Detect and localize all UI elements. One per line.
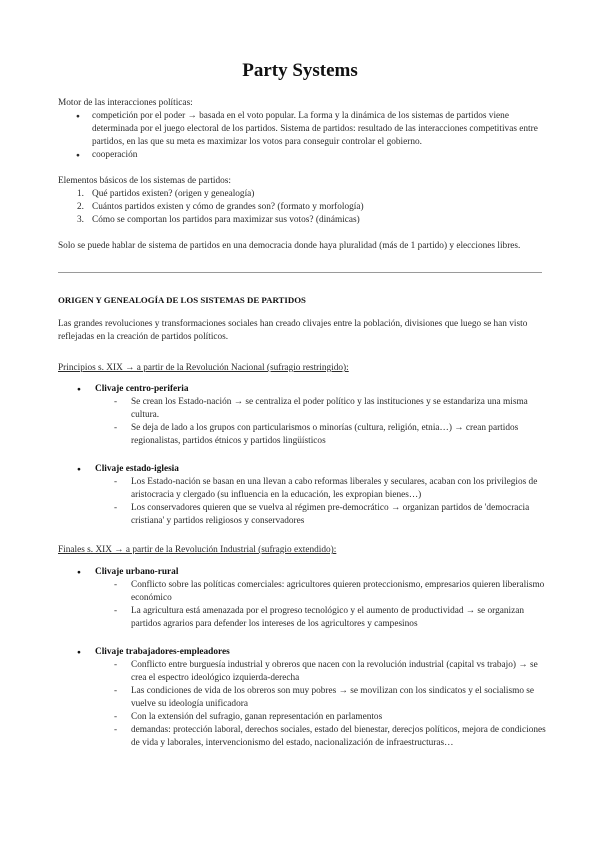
list-item: - Conflicto entre burguesía industrial y obreros que nacen con la revolución industrial (capital vs trabajo) → se crea el espectro ideológico izquierda-derecha	[58, 659, 548, 685]
elementos-numbered-list	[58, 188, 548, 227]
intro-block	[58, 97, 548, 162]
item-number: 3.	[77, 215, 84, 225]
horizontal-divider	[58, 272, 542, 273]
clivaje-title: ● Clivaje centro-periferia	[58, 383, 548, 396]
list-item	[58, 188, 548, 201]
period-label: Finales s. XIX → a partir de la Revolución Industrial (sufragio extendido):	[58, 545, 337, 555]
list-item	[58, 214, 548, 227]
clivaje-title: ● Clivaje urbano-rural	[58, 566, 548, 579]
section-intro: Las grandes revoluciones y transformaciones sociales han creado clivajes entre la población, divisiones que luego se han visto reflejadas en la creación de partidos políticos.	[58, 319, 528, 342]
item-number: 2.	[77, 202, 84, 212]
item-text: Cómo se comportan los partidos para maximizar sus votos? (dinámicas)	[92, 215, 360, 225]
page-title: Party Systems	[242, 60, 358, 81]
item-text: Qué partidos existen? (origen y genealogía)	[92, 189, 255, 199]
clivaje-block	[58, 463, 548, 528]
list-item: - Se deja de lado a los grupos con particularismos o minorías (cultura, religión, etnia…) → crean partidos regionalistas, partidos étnicos y partidos lingüísticos	[58, 422, 548, 448]
clivaje-block	[58, 383, 548, 448]
list-item	[58, 201, 548, 214]
elementos-block	[58, 175, 548, 227]
intro-heading: Motor de las interacciones políticas:	[58, 98, 193, 108]
list-item: - Las condiciones de vida de los obreros son muy pobres → se movilizan con los sindicatos y el socialismo se vuelve su ideología unificadora	[58, 685, 548, 711]
clivaje-block	[58, 566, 548, 631]
solo-paragraph: Solo se puede hablar de sistema de partidos en una democracia donde haya pluralidad (más de 1 partido) y elecciones libres.	[58, 241, 521, 251]
clivaje-title: ● Clivaje trabajadores-empleadores	[58, 646, 548, 659]
list-item: - demandas: protección laboral, derechos sociales, estado del bienestar, derecjos políticos, mejora de condiciones de vida y laborales, intervencionismo del estado, nacionalización de infraestructuras…	[58, 724, 548, 750]
list-item: - Los conservadores quieren que se vuelva al régimen pre-democrático → organizan partidos de 'democracia cristiana' y partidos religiosos y conservadores	[58, 502, 548, 528]
list-item: ● competición por el poder → basada en el voto popular. La forma y la dinámica de los sistemas de partidos viene determinada por el juego electoral de los partidos. Sistema de partidos: resultado de las interacciones competitivas entre partidos, en las que su meta es maximizar los votos para conseguir controlar el gobierno.	[58, 110, 548, 149]
list-item: - Los Estado-nación se basan en una llevan a cabo reformas liberales y seculares, acaban con los privilegios de aristocracia y clergado (su influencia en la educación, les expropian bienes…)	[58, 476, 548, 502]
list-item: - Conflicto sobre las políticas comerciales: agricultores quieren proteccionismo, empresarios quieren liberalismo económico	[58, 579, 548, 605]
clivaje-title: ● Clivaje estado-iglesia	[58, 463, 548, 476]
item-text: Cuántos partidos existen y cómo de grandes son? (formato y morfología)	[92, 202, 364, 212]
item-number: 1.	[77, 189, 84, 199]
list-item: ● cooperación	[58, 149, 548, 162]
list-item: - Se crean los Estado-nación → se centraliza el poder político y las instituciones y se estandariza una misma cultura.	[58, 396, 548, 422]
elementos-heading: Elementos básicos de los sistemas de partidos:	[58, 176, 231, 186]
period-label: Principios s. XIX → a partir de la Revolución Nacional (sufragio restringido):	[58, 363, 349, 373]
list-item: - La agricultura está amenazada por el progreso tecnológico y el aumento de productividad → se organizan partidos agrarios para defender los intereses de los agricultores y campesinos	[58, 605, 548, 631]
intro-bullet-list	[58, 110, 548, 162]
list-item: - Con la extensión del sufragio, ganan representación en parlamentos	[58, 711, 548, 724]
section-title: ORIGEN Y GENEALOGÍA DE LOS SISTEMAS DE PARTIDOS	[58, 295, 306, 305]
clivaje-block	[58, 646, 548, 750]
